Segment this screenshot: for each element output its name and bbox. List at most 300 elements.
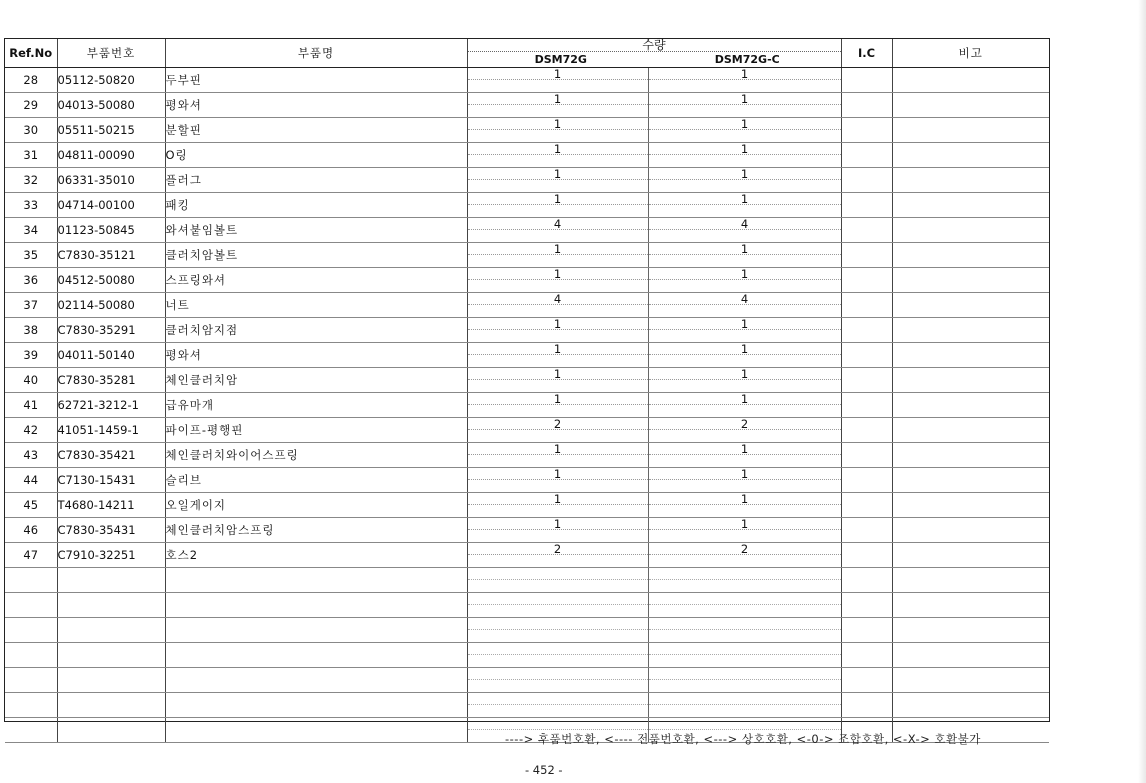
- header-remarks: 비고: [892, 39, 1049, 68]
- dotted-guide: [468, 404, 648, 405]
- ref-no-cell: 34: [5, 218, 57, 243]
- ic-cell: [841, 268, 892, 293]
- empty-cell: [467, 643, 648, 668]
- ref-no-cell: 47: [5, 543, 57, 568]
- ic-cell: [841, 418, 892, 443]
- empty-cell: [57, 593, 165, 618]
- dotted-guide: [468, 679, 648, 680]
- dotted-guide: [468, 629, 648, 630]
- dotted-guide: [468, 479, 648, 480]
- part-name-cell: 와셔붙임볼트: [165, 218, 467, 243]
- dotted-guide: [649, 104, 841, 105]
- remarks-cell: [892, 268, 1049, 293]
- qty-dsm72g-c-cell: [648, 368, 841, 393]
- qty-dsm72g-cell: [467, 193, 648, 218]
- part-no-cell: C7830-35281: [57, 368, 165, 393]
- ref-no-cell: 37: [5, 293, 57, 318]
- qty-value: 4: [740, 217, 749, 231]
- qty-dsm72g-cell: [467, 418, 648, 443]
- part-no-cell: C7830-35121: [57, 243, 165, 268]
- empty-cell: [892, 593, 1049, 618]
- dotted-guide: [649, 579, 841, 580]
- header-ref-no: Ref.No: [5, 39, 57, 68]
- empty-cell: [5, 718, 57, 743]
- qty-value: 1: [740, 92, 749, 106]
- qty-value: 1: [740, 517, 749, 531]
- empty-cell: [648, 618, 841, 643]
- part-name-cell: 스프링와셔: [165, 268, 467, 293]
- dotted-guide: [649, 554, 841, 555]
- empty-cell: [467, 593, 648, 618]
- remarks-cell: [892, 243, 1049, 268]
- empty-cell: [841, 568, 892, 593]
- dotted-guide: [649, 354, 841, 355]
- empty-cell: [892, 668, 1049, 693]
- table-row: [5, 493, 1049, 518]
- dotted-guide: [649, 129, 841, 130]
- qty-value: 1: [553, 142, 562, 156]
- empty-cell: [648, 643, 841, 668]
- table-row: [5, 543, 1049, 568]
- part-no-cell: 05511-50215: [57, 118, 165, 143]
- dotted-guide: [468, 554, 648, 555]
- ic-cell: [841, 68, 892, 93]
- header-quantity: 수량: [468, 39, 841, 52]
- header-model-dsm72g: DSM72G: [534, 53, 587, 66]
- ic-cell: [841, 293, 892, 318]
- part-no-cell: 02114-50080: [57, 293, 165, 318]
- empty-cell: [648, 568, 841, 593]
- qty-value: 1: [553, 267, 562, 281]
- interchange-legend: ----> 후품번호환, <---- 전품번호환, <---> 상호호환, <-0-> 조합호환, <-X-> 호환불가: [505, 732, 981, 746]
- table-row: [5, 318, 1049, 343]
- ref-no-cell: 32: [5, 168, 57, 193]
- qty-dsm72g-c-cell: [648, 293, 841, 318]
- part-no-cell: 04714-00100: [57, 193, 165, 218]
- dotted-guide: [468, 379, 648, 380]
- part-name-cell: 클러치암볼트: [165, 243, 467, 268]
- part-name-cell: 급유마개: [165, 393, 467, 418]
- qty-value: 1: [553, 317, 562, 331]
- ic-cell: [841, 118, 892, 143]
- qty-dsm72g-c-cell: [648, 418, 841, 443]
- empty-cell: [648, 693, 841, 718]
- table-header-row: [5, 39, 1049, 68]
- ic-cell: [841, 368, 892, 393]
- qty-dsm72g-c-cell: [648, 493, 841, 518]
- remarks-cell: [892, 468, 1049, 493]
- ic-cell: [841, 218, 892, 243]
- qty-value: 2: [740, 417, 749, 431]
- part-name-cell: 패킹: [165, 193, 467, 218]
- dotted-guide: [468, 329, 648, 330]
- header-ic: I.C: [841, 39, 892, 68]
- table-row: [5, 393, 1049, 418]
- empty-cell: [57, 693, 165, 718]
- table-row: [5, 293, 1049, 318]
- empty-cell: [57, 568, 165, 593]
- dotted-guide: [468, 304, 648, 305]
- qty-value: 1: [553, 192, 562, 206]
- empty-cell: [57, 718, 165, 743]
- qty-dsm72g-c-cell: [648, 443, 841, 468]
- empty-table-row: [5, 693, 1049, 718]
- header-model-dsm72g-c: DSM72G-C: [714, 53, 780, 66]
- table-row: [5, 118, 1049, 143]
- table-row: [5, 468, 1049, 493]
- qty-dsm72g-c-cell: [648, 318, 841, 343]
- dotted-guide: [468, 529, 648, 530]
- ref-no-cell: 45: [5, 493, 57, 518]
- qty-value: 1: [553, 117, 562, 131]
- empty-cell: [57, 643, 165, 668]
- dotted-guide: [468, 204, 648, 205]
- dotted-guide: [649, 504, 841, 505]
- part-no-cell: 04811-00090: [57, 143, 165, 168]
- part-no-cell: 01123-50845: [57, 218, 165, 243]
- dotted-guide: [468, 79, 648, 80]
- ic-cell: [841, 243, 892, 268]
- empty-cell: [841, 593, 892, 618]
- table-row: [5, 418, 1049, 443]
- qty-value: 1: [740, 167, 749, 181]
- dotted-guide: [468, 504, 648, 505]
- ref-no-cell: 36: [5, 268, 57, 293]
- qty-dsm72g-cell: [467, 218, 648, 243]
- part-name-cell: 체인클러치와이어스프링: [165, 443, 467, 468]
- qty-dsm72g-c-cell: [648, 243, 841, 268]
- remarks-cell: [892, 418, 1049, 443]
- dotted-guide: [468, 704, 648, 705]
- dotted-guide: [468, 604, 648, 605]
- part-no-cell: C7130-15431: [57, 468, 165, 493]
- ref-no-cell: 38: [5, 318, 57, 343]
- qty-dsm72g-cell: [467, 493, 648, 518]
- empty-cell: [165, 568, 467, 593]
- qty-value: 1: [553, 442, 562, 456]
- dotted-guide: [468, 229, 648, 230]
- remarks-cell: [892, 518, 1049, 543]
- table-row: [5, 68, 1049, 93]
- part-name-cell: O링: [165, 143, 467, 168]
- qty-value: 4: [553, 217, 562, 231]
- part-no-cell: 04013-50080: [57, 93, 165, 118]
- dotted-guide: [649, 479, 841, 480]
- qty-value: 1: [553, 392, 562, 406]
- remarks-cell: [892, 368, 1049, 393]
- dotted-guide: [468, 129, 648, 130]
- empty-table-row: [5, 668, 1049, 693]
- ref-no-cell: 31: [5, 143, 57, 168]
- ref-no-cell: 33: [5, 193, 57, 218]
- table-row: [5, 193, 1049, 218]
- qty-dsm72g-c-cell: [648, 268, 841, 293]
- ic-cell: [841, 468, 892, 493]
- empty-cell: [57, 618, 165, 643]
- part-no-cell: T4680-14211: [57, 493, 165, 518]
- dotted-guide: [468, 579, 648, 580]
- qty-dsm72g-cell: [467, 443, 648, 468]
- qty-value: 1: [740, 142, 749, 156]
- table-body: [5, 68, 1049, 743]
- qty-dsm72g-c-cell: [648, 118, 841, 143]
- table-row: [5, 443, 1049, 468]
- qty-dsm72g-cell: [467, 118, 648, 143]
- table-row: [5, 218, 1049, 243]
- empty-cell: [165, 668, 467, 693]
- dotted-guide: [468, 654, 648, 655]
- qty-dsm72g-c-cell: [648, 543, 841, 568]
- part-no-cell: C7830-35431: [57, 518, 165, 543]
- dotted-guide: [649, 604, 841, 605]
- dotted-guide: [649, 204, 841, 205]
- ic-cell: [841, 493, 892, 518]
- dotted-guide: [468, 354, 648, 355]
- ic-cell: [841, 543, 892, 568]
- dotted-guide: [649, 654, 841, 655]
- table-row: [5, 518, 1049, 543]
- part-no-cell: 06331-35010: [57, 168, 165, 193]
- empty-cell: [5, 568, 57, 593]
- qty-dsm72g-c-cell: [648, 143, 841, 168]
- header-part-no: 부품번호: [57, 39, 165, 68]
- empty-cell: [841, 618, 892, 643]
- empty-cell: [165, 718, 467, 743]
- part-no-cell: C7830-35421: [57, 443, 165, 468]
- table-row: [5, 343, 1049, 368]
- qty-dsm72g-cell: [467, 268, 648, 293]
- dotted-guide: [468, 429, 648, 430]
- empty-cell: [5, 693, 57, 718]
- qty-dsm72g-cell: [467, 368, 648, 393]
- qty-dsm72g-cell: [467, 543, 648, 568]
- ref-no-cell: 30: [5, 118, 57, 143]
- empty-cell: [57, 668, 165, 693]
- remarks-cell: [892, 293, 1049, 318]
- qty-value: 1: [740, 442, 749, 456]
- remarks-cell: [892, 493, 1049, 518]
- remarks-cell: [892, 68, 1049, 93]
- empty-cell: [648, 668, 841, 693]
- part-no-cell: 04011-50140: [57, 343, 165, 368]
- qty-dsm72g-cell: [467, 468, 648, 493]
- empty-cell: [5, 618, 57, 643]
- qty-dsm72g-cell: [467, 518, 648, 543]
- qty-value: 1: [740, 342, 749, 356]
- qty-dsm72g-c-cell: [648, 218, 841, 243]
- table-row: [5, 168, 1049, 193]
- qty-dsm72g-cell: [467, 93, 648, 118]
- qty-value: 1: [740, 117, 749, 131]
- remarks-cell: [892, 318, 1049, 343]
- ref-no-cell: 29: [5, 93, 57, 118]
- part-name-cell: 파이프-평행핀: [165, 418, 467, 443]
- qty-value: 1: [553, 367, 562, 381]
- table-row: [5, 143, 1049, 168]
- dotted-guide: [649, 729, 841, 730]
- remarks-cell: [892, 343, 1049, 368]
- qty-dsm72g-c-cell: [648, 393, 841, 418]
- dotted-guide: [649, 679, 841, 680]
- part-name-cell: 플러그: [165, 168, 467, 193]
- empty-cell: [892, 568, 1049, 593]
- header-quantity-group: [467, 39, 841, 68]
- part-no-cell: 04512-50080: [57, 268, 165, 293]
- part-name-cell: 두부핀: [165, 68, 467, 93]
- qty-value: 1: [553, 167, 562, 181]
- dotted-guide: [649, 229, 841, 230]
- empty-table-row: [5, 593, 1049, 618]
- qty-value: 1: [553, 342, 562, 356]
- empty-cell: [5, 643, 57, 668]
- ref-no-cell: 44: [5, 468, 57, 493]
- table-row: [5, 268, 1049, 293]
- qty-value: 2: [553, 417, 562, 431]
- ref-no-cell: 46: [5, 518, 57, 543]
- empty-cell: [841, 668, 892, 693]
- scan-edge-shadow: [1138, 0, 1146, 783]
- ic-cell: [841, 393, 892, 418]
- empty-cell: [648, 593, 841, 618]
- qty-value: 1: [553, 67, 562, 81]
- ref-no-cell: 35: [5, 243, 57, 268]
- empty-cell: [5, 593, 57, 618]
- qty-dsm72g-c-cell: [648, 68, 841, 93]
- parts-list-sheet: [4, 38, 1050, 722]
- qty-dsm72g-cell: [467, 68, 648, 93]
- ref-no-cell: 39: [5, 343, 57, 368]
- dotted-guide: [649, 79, 841, 80]
- empty-cell: [892, 643, 1049, 668]
- qty-value: 1: [553, 92, 562, 106]
- empty-table-row: [5, 568, 1049, 593]
- qty-value: 1: [740, 492, 749, 506]
- remarks-cell: [892, 218, 1049, 243]
- part-no-cell: 05112-50820: [57, 68, 165, 93]
- dotted-guide: [649, 404, 841, 405]
- dotted-guide: [649, 254, 841, 255]
- table-row: [5, 93, 1049, 118]
- part-name-cell: 분할핀: [165, 118, 467, 143]
- dotted-guide: [649, 629, 841, 630]
- remarks-cell: [892, 93, 1049, 118]
- qty-dsm72g-cell: [467, 243, 648, 268]
- part-no-cell: 62721-3212-1: [57, 393, 165, 418]
- header-part-name: 부품명: [165, 39, 467, 68]
- part-name-cell: 체인클러치암스프링: [165, 518, 467, 543]
- dotted-guide: [649, 279, 841, 280]
- ic-cell: [841, 318, 892, 343]
- qty-value: 1: [553, 242, 562, 256]
- part-name-cell: 평와셔: [165, 343, 467, 368]
- ref-no-cell: 41: [5, 393, 57, 418]
- part-name-cell: 클러치암지점: [165, 318, 467, 343]
- qty-dsm72g-c-cell: [648, 518, 841, 543]
- empty-cell: [165, 643, 467, 668]
- remarks-cell: [892, 443, 1049, 468]
- ref-no-cell: 40: [5, 368, 57, 393]
- ic-cell: [841, 443, 892, 468]
- qty-value: 2: [740, 542, 749, 556]
- remarks-cell: [892, 168, 1049, 193]
- empty-cell: [892, 693, 1049, 718]
- dotted-guide: [649, 179, 841, 180]
- dotted-guide: [468, 179, 648, 180]
- ic-cell: [841, 93, 892, 118]
- part-name-cell: 오일게이지: [165, 493, 467, 518]
- ref-no-cell: 43: [5, 443, 57, 468]
- qty-value: 1: [553, 517, 562, 531]
- remarks-cell: [892, 193, 1049, 218]
- ic-cell: [841, 168, 892, 193]
- empty-cell: [5, 668, 57, 693]
- qty-dsm72g-cell: [467, 293, 648, 318]
- remarks-cell: [892, 543, 1049, 568]
- part-name-cell: 너트: [165, 293, 467, 318]
- ref-no-cell: 42: [5, 418, 57, 443]
- qty-value: 2: [553, 542, 562, 556]
- qty-dsm72g-c-cell: [648, 468, 841, 493]
- dotted-guide: [468, 104, 648, 105]
- part-no-cell: C7830-35291: [57, 318, 165, 343]
- qty-value: 1: [740, 267, 749, 281]
- empty-table-row: [5, 618, 1049, 643]
- page-number: - 452 -: [525, 763, 563, 777]
- qty-value: 4: [740, 292, 749, 306]
- part-no-cell: 41051-1459-1: [57, 418, 165, 443]
- part-name-cell: 슬리브: [165, 468, 467, 493]
- qty-dsm72g-c-cell: [648, 193, 841, 218]
- qty-value: 1: [553, 492, 562, 506]
- qty-value: 4: [553, 292, 562, 306]
- table-row: [5, 243, 1049, 268]
- qty-value: 1: [740, 467, 749, 481]
- empty-cell: [467, 693, 648, 718]
- qty-dsm72g-cell: [467, 393, 648, 418]
- qty-value: 1: [553, 467, 562, 481]
- dotted-guide: [649, 704, 841, 705]
- ic-cell: [841, 518, 892, 543]
- ic-cell: [841, 143, 892, 168]
- qty-value: 1: [740, 67, 749, 81]
- dotted-guide: [649, 379, 841, 380]
- dotted-guide: [468, 254, 648, 255]
- dotted-guide: [649, 454, 841, 455]
- empty-cell: [467, 568, 648, 593]
- empty-cell: [892, 618, 1049, 643]
- table-row: [5, 368, 1049, 393]
- empty-cell: [467, 668, 648, 693]
- dotted-guide: [468, 454, 648, 455]
- remarks-cell: [892, 118, 1049, 143]
- part-name-cell: 호스2: [165, 543, 467, 568]
- empty-cell: [841, 643, 892, 668]
- empty-cell: [467, 618, 648, 643]
- empty-cell: [165, 593, 467, 618]
- qty-dsm72g-cell: [467, 318, 648, 343]
- qty-dsm72g-c-cell: [648, 343, 841, 368]
- qty-dsm72g-cell: [467, 143, 648, 168]
- dotted-guide: [649, 304, 841, 305]
- qty-value: 1: [740, 367, 749, 381]
- qty-value: 1: [740, 392, 749, 406]
- empty-table-row: [5, 643, 1049, 668]
- ic-cell: [841, 343, 892, 368]
- qty-dsm72g-c-cell: [648, 168, 841, 193]
- qty-value: 1: [740, 317, 749, 331]
- dotted-guide: [649, 154, 841, 155]
- part-no-cell: C7910-32251: [57, 543, 165, 568]
